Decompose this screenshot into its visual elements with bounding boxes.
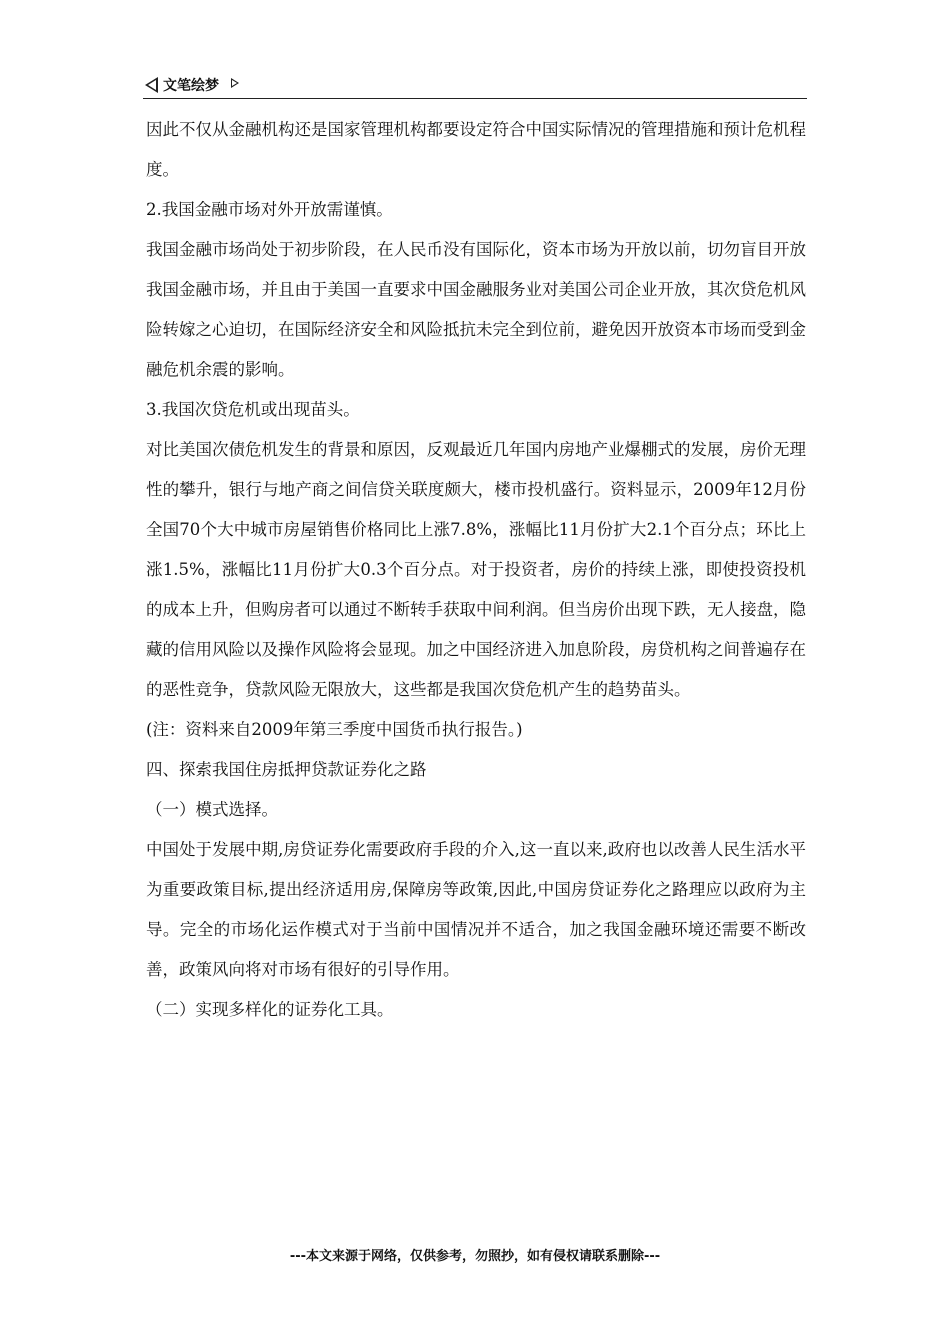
paragraph: 我国金融市场尚处于初步阶段，在人民币没有国际化，资本市场为开放以前，切勿盲目开放我国金融市场，并且由于美国一直要求中国金融服务业对美国公司企业开放，其次贷危机风险转嫁之心迫切，在国际经济安全和风险抵抗未完全到位前，避免因开放资本市场而受到金融危机余震的影响。: [146, 240, 806, 379]
paragraph: 对比美国次债危机发生的背景和原因，反观最近几年国内房地产业爆棚式的发展，房价无理性的攀升，银行与地产商之间信贷关联度颇大，楼市投机盛行。资料显示，2009年12月份全国70个大中城市房屋销售价格同比上涨7.8%，涨幅比11月份扩大2.1个百分点；环比上涨1.5%，涨幅比11月份扩大0.3个百分点。对于投资者，房价的持续上涨，即使投资投机的成本上升，但购房者可以通过不断转手获取中间利润。但当房价出现下跌，无人接盘，隐藏的信用风险以及操作风险将会显现。加之中国经济进入加息阶段，房贷机构之间普遍存在的恶性竞争，贷款风险无限放大，这些都是我国次贷危机产生的趋势苗头。: [146, 440, 806, 699]
paragraph: (注：资料来自2009年第三季度中国货币执行报告。): [146, 720, 523, 739]
subsection-heading: （二）实现多样化的证券化工具。: [146, 1000, 394, 1019]
section-heading: 四、探索我国住房抵押贷款证券化之路: [146, 760, 427, 779]
paragraph: 因此不仅从金融机构还是国家管理机构都要设定符合中国实际情况的管理措施和预计危机程度。: [146, 120, 806, 179]
page-header: [143, 74, 807, 99]
subsection-heading: （一）模式选择。: [146, 800, 278, 819]
document-body: [146, 110, 806, 1030]
paragraph: 2.我国金融市场对外开放需谨慎。: [146, 200, 393, 219]
header-brand: 文笔绘梦: [163, 78, 219, 94]
triangle-left-icon: [145, 77, 158, 93]
page-footer: ---本文来源于网络，仅供参考，勿照抄，如有侵权请联系删除---: [289, 1249, 661, 1264]
triangle-right-icon: [231, 78, 239, 88]
paragraph: 3.我国次贷危机或出现苗头。: [146, 400, 360, 419]
paragraph: 中国处于发展中期,房贷证券化需要政府手段的介入,这一直以来,政府也以改善人民生活水平为重要政策目标,提出经济适用房,保障房等政策,因此,中国房贷证券化之路理应以政府为主导。完全的市场化运作模式对于当前中国情况并不适合，加之我国金融环境还需要不断改善，政策风向将对市场有很好的引导作用。: [146, 840, 806, 979]
